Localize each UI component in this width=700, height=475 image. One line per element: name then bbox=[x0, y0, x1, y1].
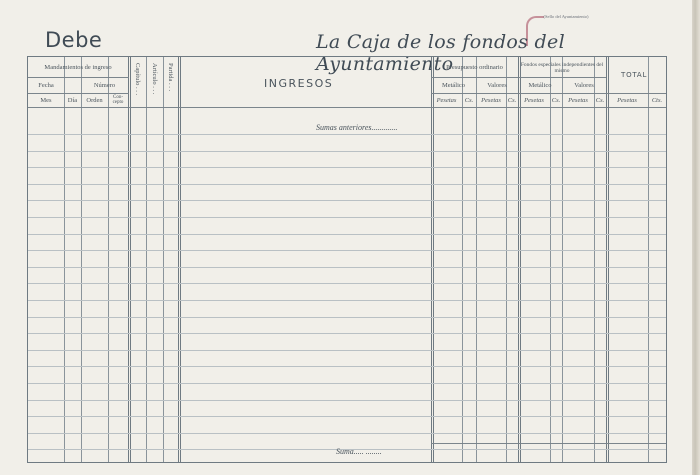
suma-label: Suma..... ........ bbox=[336, 447, 382, 456]
ruled-line bbox=[28, 250, 666, 251]
ruled-line bbox=[28, 333, 666, 334]
page-title-debe: Debe bbox=[45, 28, 103, 52]
ruled-line bbox=[28, 267, 666, 268]
book-page-edge bbox=[692, 0, 700, 475]
header-pesetas-4: Pesetas bbox=[568, 97, 588, 104]
col-line bbox=[594, 57, 595, 462]
ruled-line bbox=[28, 366, 666, 367]
col-line bbox=[163, 57, 164, 462]
header-pesetas-1: Pesetas bbox=[436, 97, 457, 104]
header-articulo: Artículo . . . bbox=[151, 63, 158, 95]
header-capitulo: Capítulo . . . bbox=[134, 63, 141, 96]
header-cts-4: Cs. bbox=[595, 97, 605, 104]
col-line bbox=[648, 57, 649, 462]
ruled-line bbox=[28, 416, 666, 417]
header-numero: Número bbox=[93, 82, 116, 89]
header-ingresos: INGRESOS bbox=[264, 77, 334, 90]
ruled-line bbox=[28, 383, 666, 384]
header-cts-1: Cs. bbox=[464, 97, 474, 104]
ruled-line bbox=[28, 167, 666, 168]
ruled-line bbox=[28, 433, 666, 434]
col-line bbox=[81, 57, 82, 462]
col-line bbox=[462, 57, 463, 462]
ruled-line bbox=[28, 134, 666, 135]
header-line bbox=[431, 77, 606, 78]
col-line bbox=[518, 57, 521, 462]
suma-line bbox=[431, 443, 666, 444]
ruled-line bbox=[28, 234, 666, 235]
col-line bbox=[64, 57, 65, 462]
page-title-caja: La Caja de los fondos del Ayuntamiento bbox=[316, 31, 565, 75]
header-pesetas-3: Pesetas bbox=[524, 97, 544, 104]
header-metalico-1: Metálico bbox=[441, 82, 466, 89]
header-partida: Partida . . . bbox=[167, 63, 174, 92]
header-cts-total: Cts. bbox=[651, 97, 663, 104]
col-line bbox=[476, 57, 477, 462]
col-line bbox=[562, 57, 563, 462]
col-line bbox=[128, 57, 131, 462]
header-line bbox=[28, 93, 129, 94]
header-total: TOTAL bbox=[621, 71, 648, 79]
header-dia: Día bbox=[67, 97, 78, 104]
col-line bbox=[431, 57, 434, 462]
header-metalico-2: Metálico bbox=[528, 82, 552, 89]
header-line bbox=[28, 107, 666, 108]
ruled-line bbox=[28, 200, 666, 201]
ledger-table bbox=[27, 56, 667, 463]
header-cts-2: Cs. bbox=[507, 97, 517, 104]
header-valores-1: Valores bbox=[487, 82, 507, 89]
col-line bbox=[550, 57, 551, 462]
header-mandamientos: Mandamientos de ingreso bbox=[44, 64, 112, 71]
ruled-line bbox=[28, 151, 666, 152]
ruled-line bbox=[28, 283, 666, 284]
header-pesetas-2: Pesetas bbox=[481, 97, 501, 104]
ruled-line bbox=[28, 300, 666, 301]
col-line bbox=[108, 57, 109, 462]
header-line bbox=[28, 77, 129, 78]
header-fecha: Fecha bbox=[38, 82, 54, 89]
ruled-line bbox=[28, 184, 666, 185]
ruled-line bbox=[28, 317, 666, 318]
col-line bbox=[606, 57, 609, 462]
sumas-anteriores-label: Sumas anteriores............. bbox=[316, 123, 398, 132]
header-fondos-especiales: Fondos especiales independientes del mismo bbox=[520, 62, 604, 74]
header-concepto: Con-cepto bbox=[112, 95, 124, 105]
ruled-line bbox=[28, 350, 666, 351]
col-line bbox=[146, 57, 147, 462]
header-pesetas-total: Pesetas bbox=[617, 97, 637, 104]
header-line bbox=[431, 93, 666, 94]
col-line bbox=[506, 57, 507, 462]
col-line bbox=[178, 57, 181, 462]
header-presupuesto: Presupuesto ordinario bbox=[446, 64, 503, 71]
stamp-caption: (Sello del Ayuntamiento) bbox=[543, 14, 589, 19]
header-cts-3: Cs. bbox=[551, 97, 561, 104]
header-orden: Orden bbox=[86, 97, 103, 104]
ruled-line bbox=[28, 217, 666, 218]
header-mes: Mes bbox=[40, 97, 52, 104]
ruled-line bbox=[28, 400, 666, 401]
header-valores-2: Valores bbox=[574, 82, 594, 89]
